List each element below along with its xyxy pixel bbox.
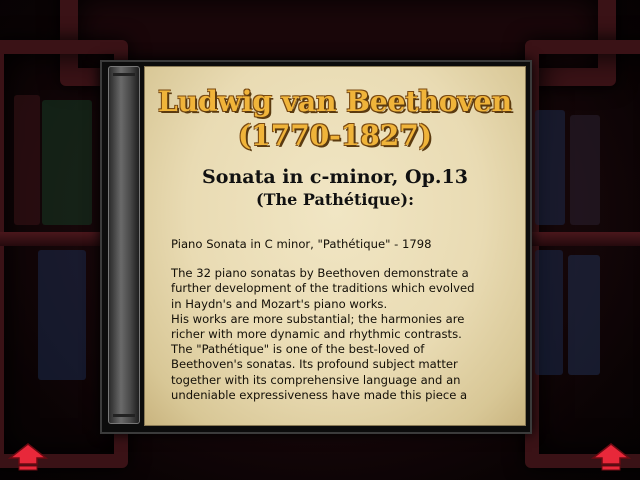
book xyxy=(42,100,92,225)
piece-subtitle: Piano Sonata in C minor, "Pathétique" - 1798 xyxy=(171,237,432,251)
description-line: undeniable expressiveness have made this piece a xyxy=(171,387,468,402)
shelf-board xyxy=(0,232,100,246)
back-arrow-button[interactable] xyxy=(8,442,48,474)
book xyxy=(38,250,86,380)
description-line: The 32 piano sonatas by Beethoven demonstrate a xyxy=(171,266,469,281)
book xyxy=(535,250,563,375)
parchment-panel[interactable] xyxy=(144,66,526,426)
description-text xyxy=(171,266,516,403)
red-up-arrow-icon xyxy=(8,442,48,474)
description-line: together with its comprehensive language and an xyxy=(171,372,461,387)
red-up-arrow-icon xyxy=(591,442,631,474)
description-body xyxy=(171,237,516,403)
description-line: further development of the traditions which evolved xyxy=(171,281,475,296)
spine-notch xyxy=(113,73,135,76)
description-line: Beethoven's sonatas. Its profound subject matter xyxy=(171,357,458,372)
composer-heading xyxy=(145,85,525,153)
piece-heading xyxy=(145,165,525,211)
description-line: The "Pathétique" is one of the best-loved of xyxy=(171,342,425,357)
spine-notch xyxy=(113,414,135,417)
card-spine xyxy=(108,66,140,424)
description-line: in Haydn's and Mozart's piano works. xyxy=(171,296,388,311)
info-card xyxy=(100,60,532,434)
piece-title: Sonata in c-minor, Op.13 xyxy=(202,166,468,188)
book xyxy=(568,255,600,375)
book xyxy=(570,115,600,225)
composer-name: Ludwig van Beethoven xyxy=(158,85,512,118)
forward-arrow-button[interactable] xyxy=(591,442,631,474)
book xyxy=(14,95,40,225)
piece-nickname: (The Pathétique): xyxy=(256,190,414,209)
description-line: richer with more dynamic and rhythmic contrasts. xyxy=(171,327,462,342)
shelf-board xyxy=(528,232,640,246)
description-line: His works are more substantial; the harmonies are xyxy=(171,311,465,326)
composer-dates: (1770-1827) xyxy=(238,119,432,152)
book xyxy=(535,110,565,225)
